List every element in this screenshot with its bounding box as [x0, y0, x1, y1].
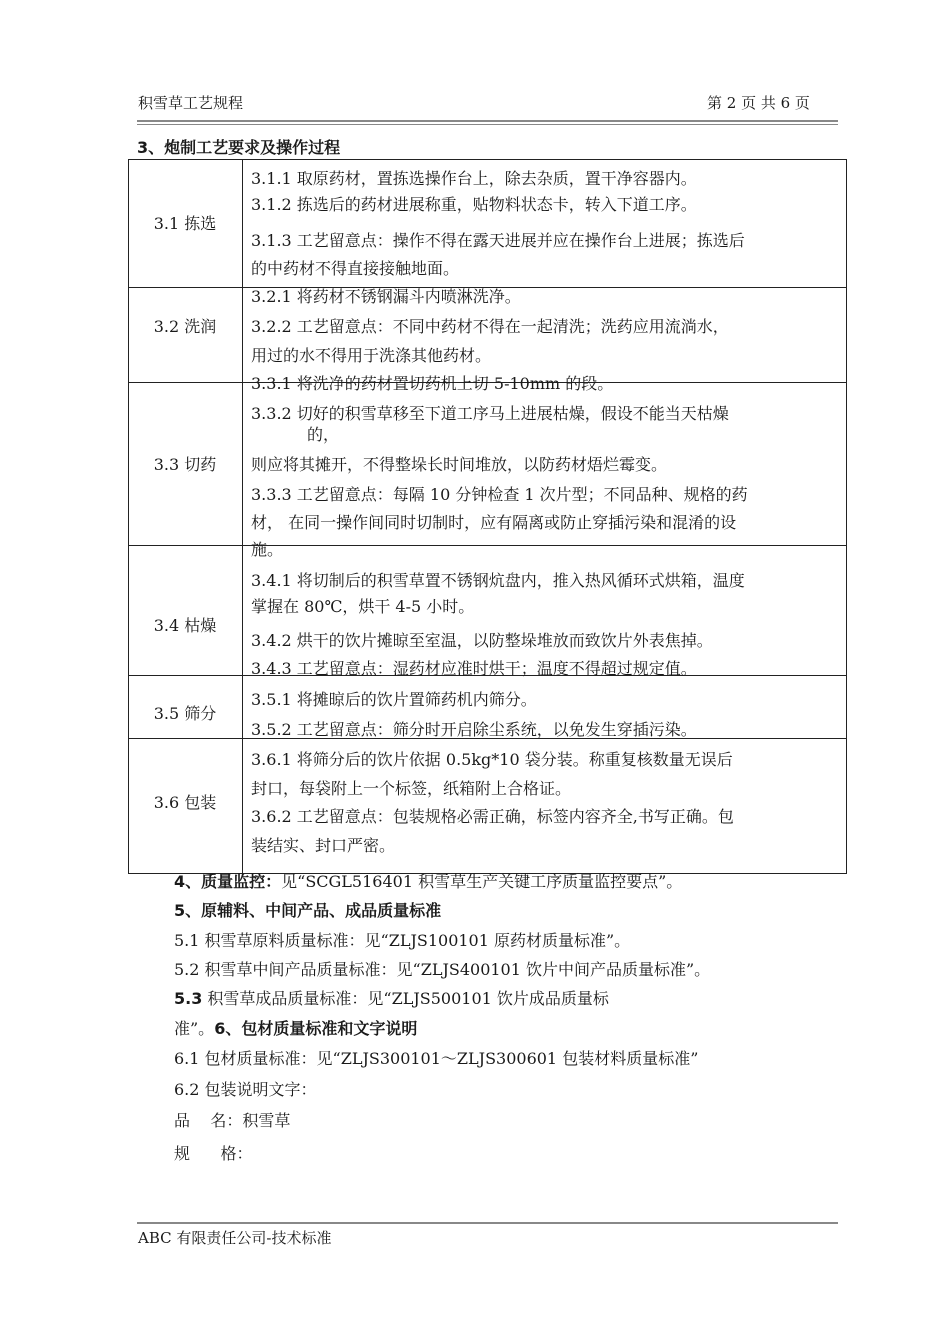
cell-line: 3.5.2 工艺留意点：筛分时开启除尘系统，以免发生穿插污染。	[251, 720, 697, 739]
section-4-title: 4、质量监控：	[174, 872, 282, 891]
header-rule	[137, 120, 838, 122]
cell-line: 3.4.1 将切制后的积雪草置不锈钢炕盘内，推入热风循环式烘箱，温度	[251, 571, 745, 590]
row-label-cutting: 3.3 切药	[153, 455, 217, 474]
section-5-item-3-text: 积雪草成品质量标准：见“ZLJS500101 饮片成品质量标	[202, 989, 609, 1008]
cell-line: 3.1.2 拣选后的药材进展称重，贴物料状态卡，转入下道工序。	[251, 195, 697, 214]
cell-line: 封口，每袋附上一个标签，纸箱附上合格证。	[251, 779, 572, 798]
section-6-title: 6、包材质量标准和文字说明	[214, 1019, 418, 1038]
cell-line: 3.6.2 工艺留意点：包装规格必需正确，标签内容齐全,书写正确。包	[251, 807, 734, 826]
cell-line: 3.4.3 工艺留意点：湿药材应准时烘干；温度不得超过规定值。	[251, 659, 697, 678]
cell-line: 则应将其摊开，不得整垛长时间堆放，以防药材焐烂霉变。	[251, 455, 668, 474]
cell-line: 3.5.1 将摊晾后的饮片置筛药机内筛分。	[251, 690, 537, 709]
product-name-field: 品 名：积雪草	[174, 1111, 291, 1130]
section-5-item-3-tail: 准”。	[174, 1019, 215, 1038]
cell-line: 施。	[251, 540, 284, 559]
row-label-drying: 3.4 枯燥	[153, 616, 217, 635]
section-3-title: 3、炮制工艺要求及操作过程	[137, 138, 341, 157]
page-info: 第 2 页 共 6 页	[707, 94, 810, 112]
cell-line: 3.1.3 工艺留意点：操作不得在露天进展并应在操作台上进展；拣选后	[251, 231, 745, 250]
cell-line: 3.1.1 取原药材，置拣选操作台上，除去杂质，置干净容器内。	[251, 169, 697, 188]
section-6-item: 6.2 包装说明文字：	[174, 1080, 317, 1099]
section-5-6-line	[174, 1016, 417, 1039]
row-label-sorting: 3.1 拣选	[153, 214, 217, 233]
specification-field: 规 格：	[174, 1144, 253, 1163]
cell-line: 3.3.2 切好的积雪草移至下道工序马上进展枯燥，假设不能当天枯燥	[251, 404, 729, 423]
cell-line: 掌握在 80℃，烘干 4-5 小时。	[251, 597, 475, 616]
section-6-item: 6.1 包材质量标准：见“ZLJS300101～ZLJS300601 包装材料质量标准”	[174, 1049, 699, 1068]
row-label-sieving: 3.5 筛分	[153, 704, 217, 723]
section-5-item: 5.2 积雪草中间产品质量标准：见“ZLJS400101 饮片中间产品质量标准”。	[174, 960, 711, 979]
cell-line: 装结实、封口严密。	[251, 836, 396, 855]
header-title: 积雪草工艺规程	[138, 94, 244, 112]
section-5-item-3-num: 5.3	[174, 989, 203, 1008]
cell-line: 3.3.1 将洗净的药材置切药机上切 5-10mm 的段。	[251, 374, 614, 393]
cell-line: 3.2.2 工艺留意点：不同中药材不得在一起清洗；洗药应用流淌水，	[251, 317, 729, 336]
cell-line: 3.2.1 将药材不锈钢漏斗内喷淋洗净。	[251, 287, 521, 306]
section-5-item-3	[174, 986, 609, 1009]
header-rule-thin	[137, 124, 838, 125]
row-label-washing: 3.2 洗润	[153, 317, 217, 336]
cell-line: 的，	[307, 425, 340, 444]
cell-line: 材， 在同一操作间同时切制时，应有隔离或防止穿插污染和混淆的设	[251, 513, 737, 532]
cell-line: 的中药材不得直接接触地面。	[251, 259, 460, 278]
section-4-text: 见“SCGL516401 积雪草生产关键工序质量监控要点”。	[281, 872, 683, 891]
footer-text: ABC 有限责任公司-技术标准	[138, 1229, 332, 1247]
cell-line: 用过的水不得用于洗涤其他药材。	[251, 346, 492, 365]
section-5-title: 5、原辅料、中间产品、成品质量标准	[174, 901, 442, 920]
cell-line: 3.3.3 工艺留意点：每隔 10 分钟检查 1 次片型；不同品种、规格的药	[251, 485, 748, 504]
cell-line: 3.4.2 烘干的饮片摊晾至室温，以防整垛堆放而致饮片外表焦掉。	[251, 631, 713, 650]
section-5-item: 5.1 积雪草原料质量标准：见“ZLJS100101 原药材质量标准”。	[174, 931, 631, 950]
footer-rule	[137, 1222, 838, 1224]
row-label-packing: 3.6 包装	[153, 793, 217, 812]
section-4	[174, 869, 682, 892]
cell-line: 3.6.1 将筛分后的饮片依据 0.5kg*10 袋分装。称重复核数量无误后	[251, 750, 733, 769]
